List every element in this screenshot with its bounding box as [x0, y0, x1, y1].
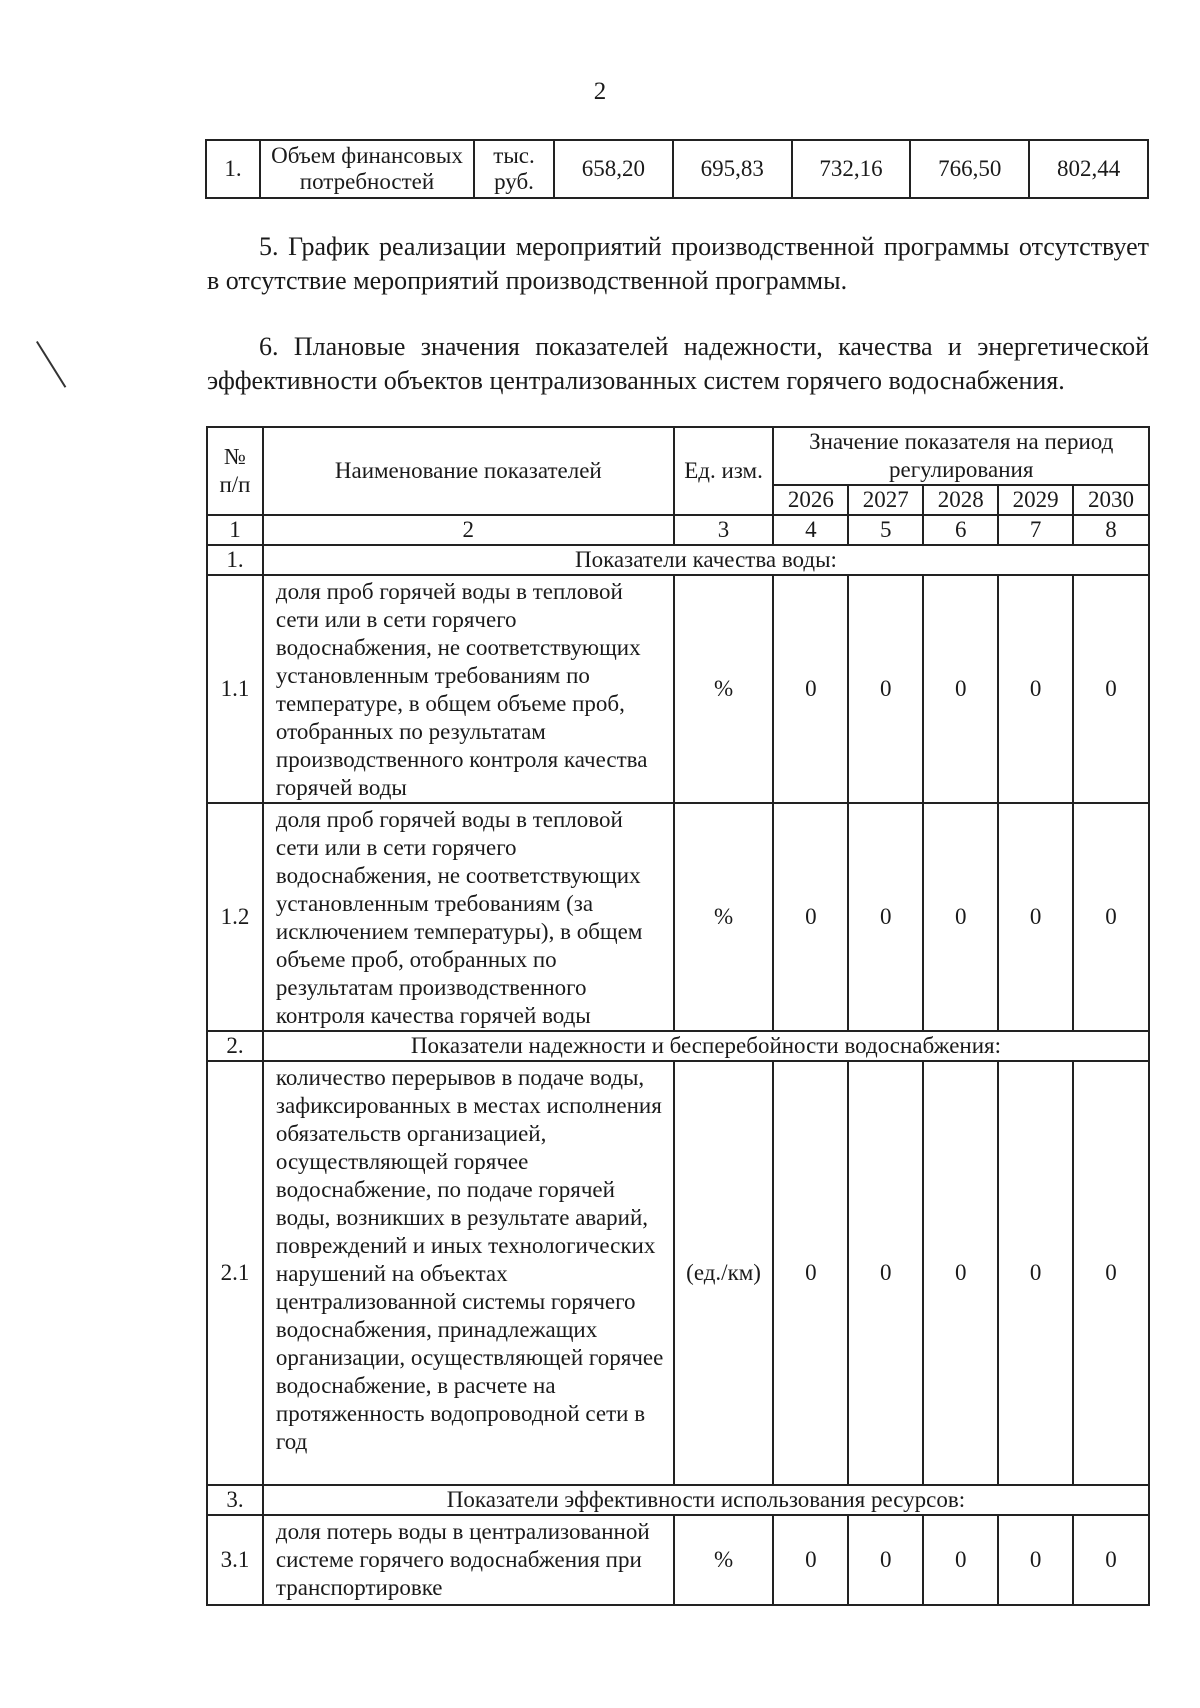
page-number: 2	[593, 78, 607, 105]
finance-row-num: 1.	[206, 140, 260, 198]
indicator-name: количество перерывов в подаче воды, зафиксированных в местах исполнения обязательств организацией, осуществляющей горячее водоснабжение, по подаче горячей воды, возникших в результате аварий, повреждений и иных технологических нарушений на объектах централизованной системы горячего водоснабжения, принадлежащих организации, осуществляющей горячее водоснабжение, в расчете на протяженность водопроводной сети в год	[263, 1061, 674, 1485]
indicator-name: доля проб горячей воды в тепловой сети или в сети горячего водоснабжения, не соответствующих установленным требованиям по температуре, в общем объеме проб, отобранных по результатам производственного контроля качества горячей воды	[263, 575, 674, 803]
indicator-value: 0	[848, 1515, 923, 1605]
section-num: 2.	[207, 1031, 263, 1061]
finance-table	[205, 139, 1149, 199]
indicator-value: 0	[998, 803, 1073, 1031]
indicator-value: 0	[773, 1515, 848, 1605]
indicator-row	[207, 803, 1149, 1031]
header-year: 2027	[848, 485, 923, 515]
indicator-value: 0	[1073, 1061, 1149, 1485]
paragraph-5	[207, 230, 1149, 298]
indicator-num: 2.1	[207, 1061, 263, 1485]
column-number: 1	[207, 515, 263, 545]
finance-row	[206, 140, 1148, 198]
indicator-unit: %	[674, 1515, 774, 1605]
finance-row-unit: тыс. руб.	[474, 140, 554, 198]
indicator-value: 0	[998, 1515, 1073, 1605]
indicator-unit: %	[674, 575, 774, 803]
header-num: № п/п	[207, 427, 263, 515]
indicator-num: 1.1	[207, 575, 263, 803]
indicator-unit: %	[674, 803, 774, 1031]
stray-pen-mark	[36, 341, 66, 388]
column-number: 3	[674, 515, 774, 545]
finance-value: 695,83	[673, 140, 792, 198]
finance-value: 766,50	[910, 140, 1029, 198]
section-num: 3.	[207, 1485, 263, 1515]
indicator-row	[207, 575, 1149, 803]
header-name: Наименование показателей	[263, 427, 674, 515]
column-number: 6	[923, 515, 998, 545]
indicator-value: 0	[923, 1515, 998, 1605]
paragraph-6	[207, 330, 1149, 398]
indicator-value: 0	[848, 1061, 923, 1485]
column-number: 8	[1073, 515, 1149, 545]
indicator-name: доля проб горячей воды в тепловой сети или в сети горячего водоснабжения, не соответствующих установленным требованиям (за исключением температуры), в общем объеме проб, отобранных по результатам производственного контроля качества горячей воды	[263, 803, 674, 1031]
finance-value: 732,16	[792, 140, 911, 198]
indicator-value: 0	[923, 575, 998, 803]
paragraph-5-text: 5. График реализации мероприятий производственной программы отсутствует в отсутствие мероприятий производственной программы.	[207, 232, 1149, 295]
finance-row-name: Объем финансовых потребностей	[260, 140, 474, 198]
section-row	[207, 1485, 1149, 1515]
indicator-row	[207, 1061, 1149, 1485]
section-row	[207, 1031, 1149, 1061]
indicator-value: 0	[998, 1061, 1073, 1485]
column-numbers-row	[207, 515, 1149, 545]
indicator-value: 0	[773, 575, 848, 803]
header-unit: Ед. изм.	[674, 427, 774, 515]
indicator-value: 0	[998, 575, 1073, 803]
section-title: Показатели качества воды:	[263, 545, 1149, 575]
indicator-value: 0	[773, 1061, 848, 1485]
column-number: 5	[848, 515, 923, 545]
header-year: 2026	[773, 485, 848, 515]
indicator-value: 0	[773, 803, 848, 1031]
indicator-value: 0	[923, 1061, 998, 1485]
indicator-num: 1.2	[207, 803, 263, 1031]
section-title: Показатели эффективности использования ресурсов:	[263, 1485, 1149, 1515]
indicator-name: доля потерь воды в централизованной системе горячего водоснабжения при транспортировке	[263, 1515, 674, 1605]
header-year: 2028	[923, 485, 998, 515]
indicators-table	[206, 426, 1150, 1606]
paragraph-6-text: 6. Плановые значения показателей надежности, качества и энергетической эффективности объектов централизованных систем горячего водоснабжения.	[207, 332, 1149, 395]
section-num: 1.	[207, 545, 263, 575]
indicator-num: 3.1	[207, 1515, 263, 1605]
indicator-value: 0	[1073, 1515, 1149, 1605]
column-number: 2	[263, 515, 674, 545]
indicator-value: 0	[923, 803, 998, 1031]
header-year: 2029	[998, 485, 1073, 515]
column-number: 7	[998, 515, 1073, 545]
section-row	[207, 545, 1149, 575]
section-title: Показатели надежности и бесперебойности водоснабжения:	[263, 1031, 1149, 1061]
header-year: 2030	[1073, 485, 1149, 515]
finance-value: 802,44	[1029, 140, 1148, 198]
indicator-value: 0	[1073, 803, 1149, 1031]
indicator-value: 0	[1073, 575, 1149, 803]
header-period: Значение показателя на период регулирования	[773, 427, 1149, 485]
header-row	[207, 427, 1149, 485]
indicator-value: 0	[848, 803, 923, 1031]
indicator-value: 0	[848, 575, 923, 803]
finance-value: 658,20	[554, 140, 673, 198]
column-number: 4	[773, 515, 848, 545]
indicator-unit: (ед./км)	[674, 1061, 774, 1485]
indicator-row	[207, 1515, 1149, 1605]
